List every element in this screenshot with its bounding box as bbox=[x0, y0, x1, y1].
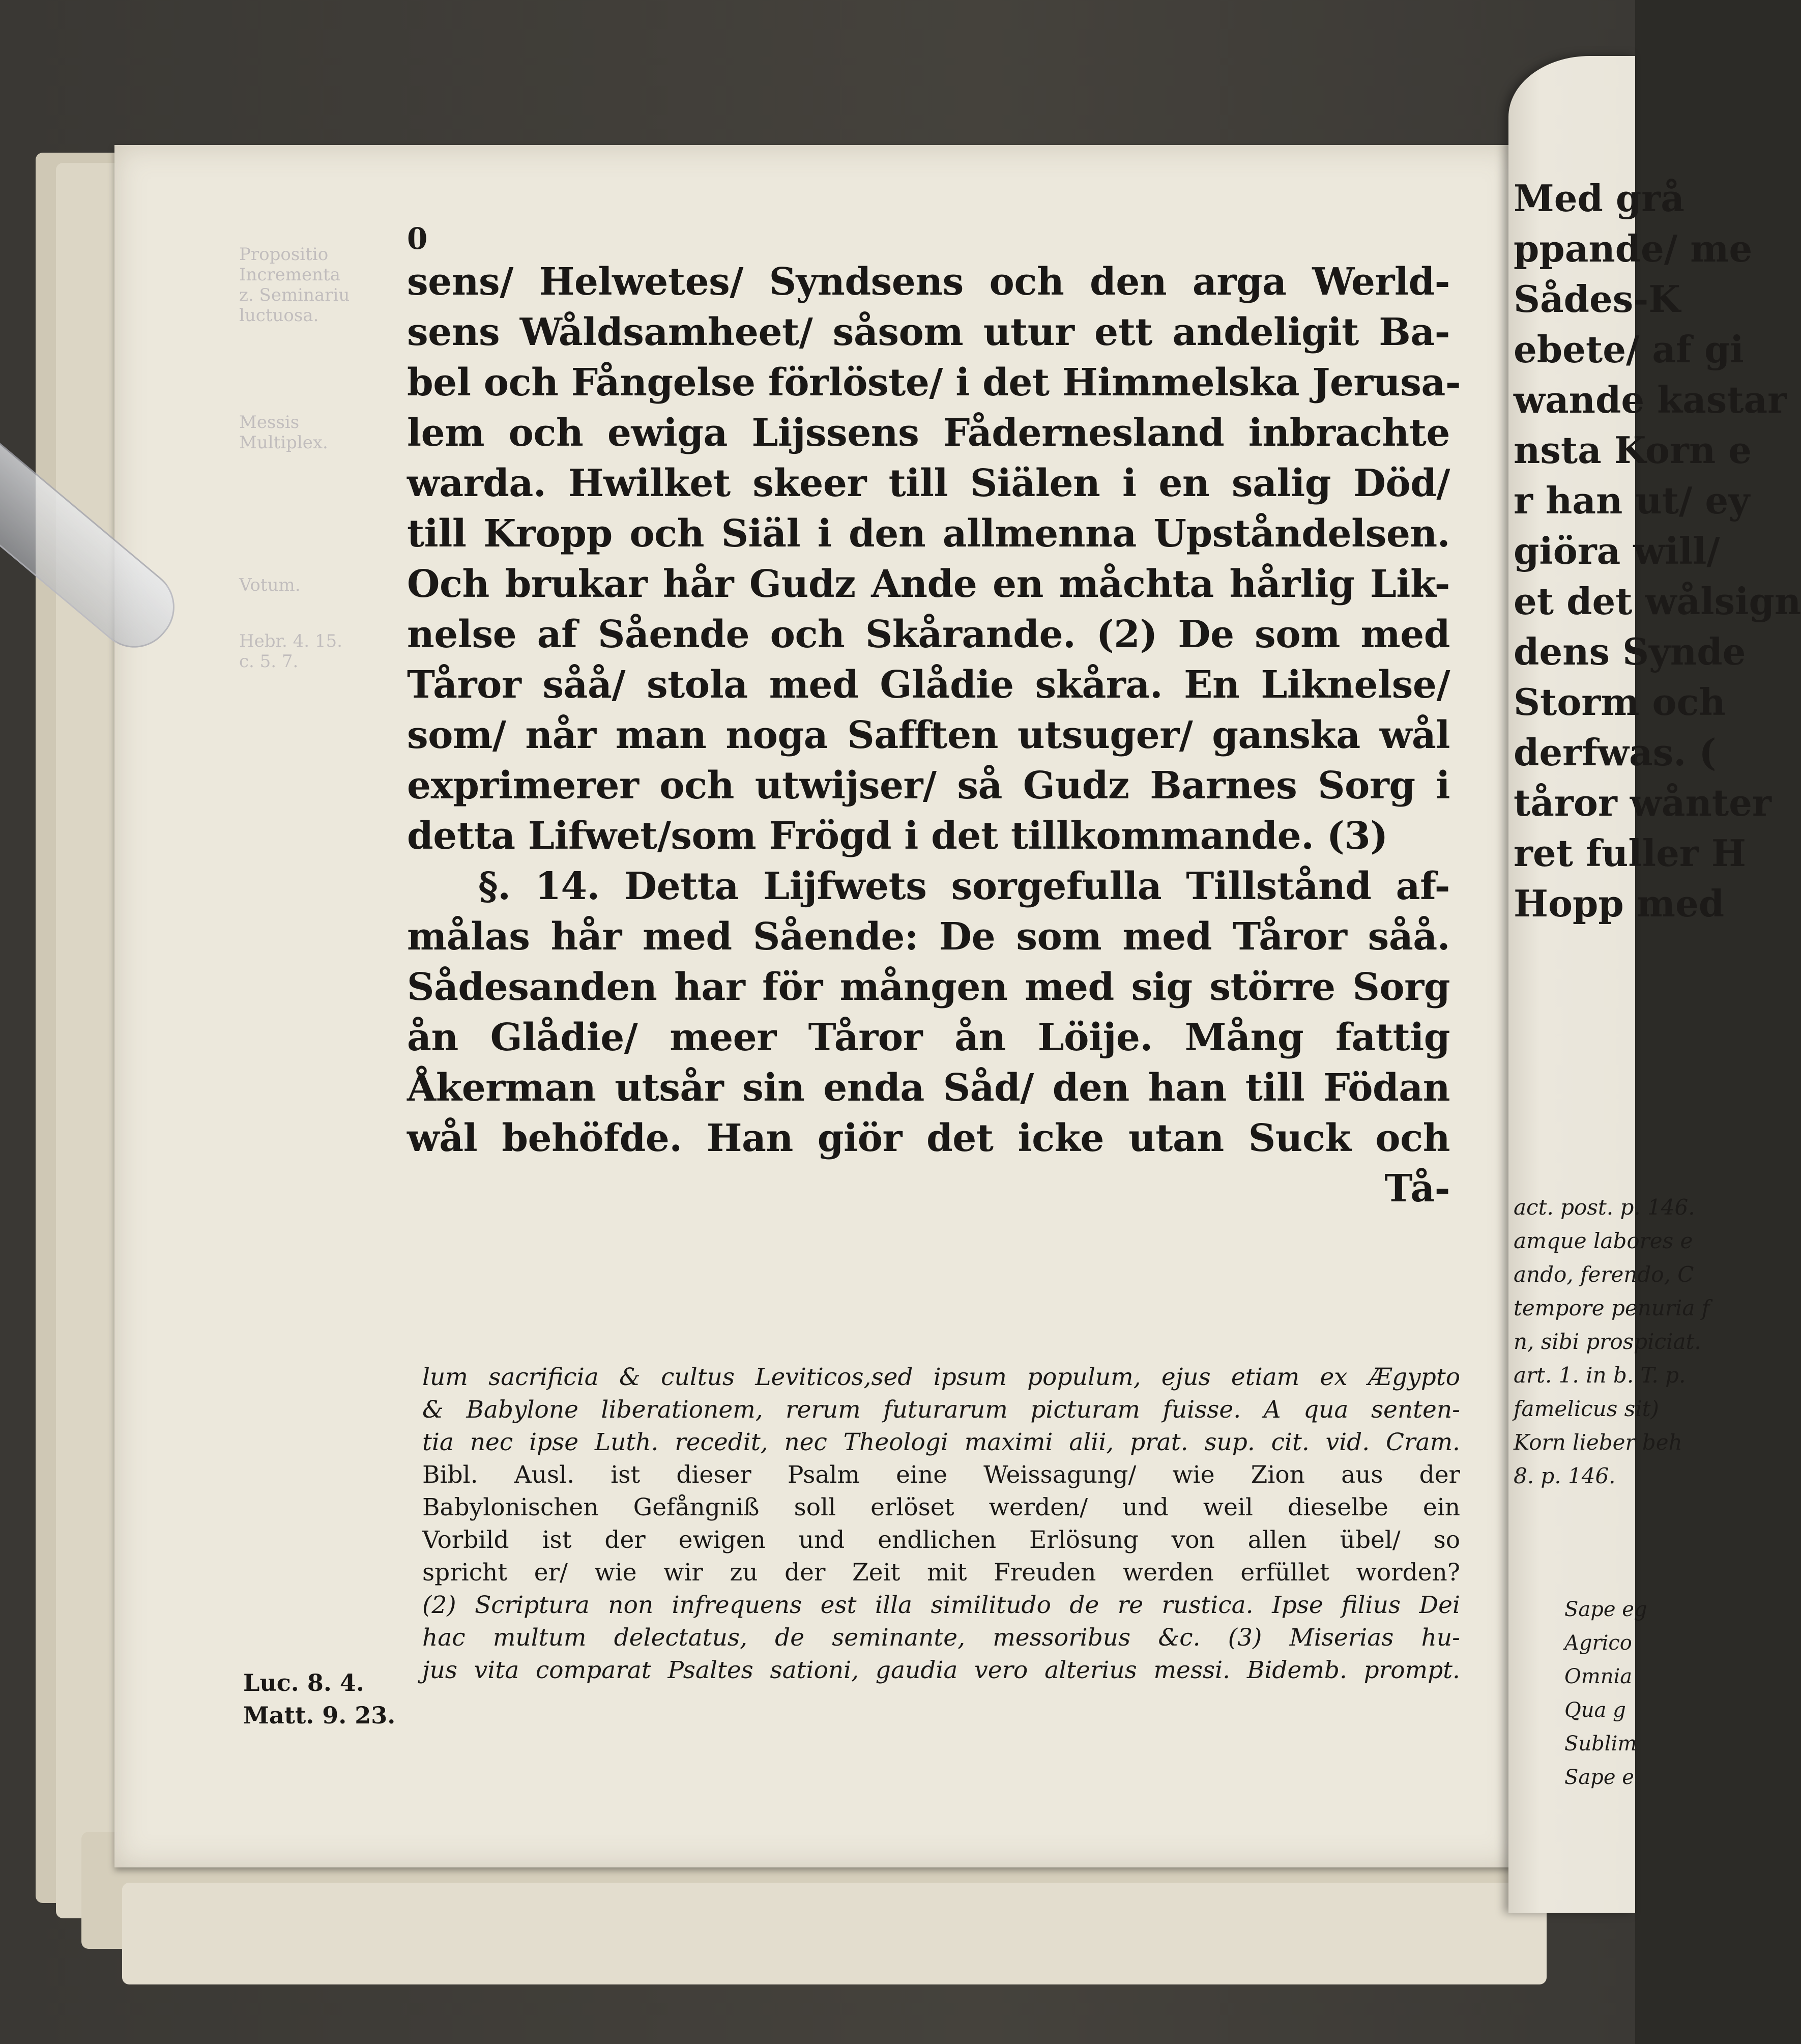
margin-ref: Luc. 8. 4. bbox=[243, 1669, 364, 1696]
facing-verse-line: Sublim bbox=[1564, 1732, 1637, 1755]
facing-line: nsta Korn e bbox=[1514, 428, 1752, 472]
ghost-line: c. 5. 7. bbox=[239, 651, 299, 672]
facing-note: n, sibi prospiciat. bbox=[1514, 1329, 1701, 1354]
facing-line: dens Synde bbox=[1514, 630, 1746, 673]
facing-line: ppande/ me bbox=[1514, 227, 1753, 270]
margin-references bbox=[243, 1666, 395, 1732]
main-text-block bbox=[407, 257, 1461, 1214]
text-line: exprimerer och utwijser/ så Gudz Barnes Sorg i bbox=[407, 764, 1450, 808]
facing-line: Storm och bbox=[1514, 680, 1726, 724]
facing-line: ret fuller H bbox=[1514, 831, 1746, 875]
footnote-line: lum sacrificia & cultus Leviticos,sed ipsum populum, ejus etiam ex Ægypto bbox=[422, 1363, 1460, 1391]
facing-note: Korn lieber beh bbox=[1514, 1430, 1682, 1455]
text-line: målas hår med Sående: De som med Tåror såå. bbox=[407, 915, 1450, 959]
bleed-through-margin bbox=[239, 631, 407, 672]
facing-note: ando, ferendo, C bbox=[1514, 1262, 1694, 1287]
facing-verse-line: Sape eg bbox=[1564, 1598, 1647, 1621]
text-line: sens Wåldsamheet/ såsom utur ett andeligit Ba- bbox=[407, 310, 1450, 354]
ghost-line: Messis bbox=[239, 412, 300, 433]
facing-page-notes bbox=[1514, 1191, 1709, 1493]
text-line: wål behöfde. Han giör det icke utan Suck och bbox=[407, 1116, 1450, 1160]
text-line: till Kropp och Siäl i den allmenna Upståndelsen. bbox=[407, 512, 1450, 556]
facing-note: famelicus sit) bbox=[1514, 1396, 1659, 1421]
bleed-through-margin bbox=[239, 575, 407, 595]
ghost-line: Incrementa bbox=[239, 265, 340, 285]
text-line: som/ når man noga Safften utsuger/ ganska wål bbox=[407, 713, 1450, 757]
footnote-line: (2) Scriptura non infrequens est illa similitudo de re rustica. Ipse filius Dei bbox=[422, 1591, 1460, 1619]
footnote-line: Babylonischen Gefångniß soll erlöset werden/ und weil dieselbe ein bbox=[422, 1493, 1460, 1521]
footnote-line: hac multum delectatus, de seminante, messoribus &c. (3) Miserias hu- bbox=[422, 1624, 1460, 1652]
facing-verse-line: Sape e bbox=[1564, 1766, 1634, 1789]
facing-line: Hopp med bbox=[1514, 882, 1725, 925]
footnote-line: Vorbild ist der ewigen und endlichen Erlösung von allen übel/ so bbox=[422, 1526, 1460, 1554]
ghost-line: Multiplex. bbox=[239, 433, 328, 453]
text-line: lem och ewiga Lijssens Fådernesland inbrachte bbox=[407, 411, 1450, 455]
bleed-through-margin bbox=[239, 412, 407, 453]
facing-page bbox=[1508, 56, 1801, 1913]
facing-line: tåror wånter bbox=[1514, 781, 1771, 824]
footnotes-block bbox=[422, 1361, 1460, 1687]
facing-verse-line: Qua g bbox=[1564, 1698, 1626, 1722]
footnote-line: tia nec ipse Luth. recedit, nec Theologi maximi alii, prat. sup. cit. vid. Cram. bbox=[422, 1428, 1460, 1456]
footnote-line: jus vita comparat Psaltes sationi, gaudia vero alterius messi. Bidemb. prompt. bbox=[422, 1656, 1460, 1684]
text-line: warda. Hwilket skeer till Siälen i en salig Död/ bbox=[407, 462, 1450, 505]
text-line: detta Lifwet/som Frögd i det tillkommande. (3) bbox=[407, 814, 1388, 858]
text-line: nelse af Sående och Skårande. (2) De som med bbox=[407, 613, 1450, 656]
text-line: bel och Fångelse förlöste/ i det Himmelska Jerusa- bbox=[407, 361, 1461, 405]
text-line: ån Glådie/ meer Tåror ån Löije. Mång fattig bbox=[407, 1016, 1450, 1059]
footnote-line: Bibl. Ausl. ist dieser Psalm eine Weissagung/ wie Zion aus der bbox=[422, 1461, 1460, 1489]
page-number: 0 bbox=[407, 221, 428, 256]
text-line: Och brukar hår Gudz Ande en måchta hårlig Lik- bbox=[407, 562, 1450, 606]
ghost-line: luctuosa. bbox=[239, 305, 319, 326]
facing-line: r han ut/ ey bbox=[1514, 479, 1750, 522]
facing-line: derfwas. ( bbox=[1514, 731, 1717, 774]
facing-line: Med grå bbox=[1514, 177, 1684, 220]
margin-ref: Matt. 9. 23. bbox=[243, 1702, 396, 1729]
facing-note: act. post. p. 146. bbox=[1514, 1195, 1695, 1220]
catchword: Tå- bbox=[1384, 1167, 1450, 1211]
facing-note: tempore penuria f bbox=[1514, 1296, 1710, 1320]
facing-line: et det wålsign bbox=[1514, 580, 1801, 623]
ghost-line: Propositio bbox=[239, 244, 329, 265]
facing-verse-line: Omnia bbox=[1564, 1665, 1633, 1688]
facing-page-text bbox=[1514, 173, 1801, 929]
facing-note: amque labores e bbox=[1514, 1228, 1693, 1253]
facing-line: Sådes-K bbox=[1514, 277, 1680, 321]
text-line: Sådesanden har för mången med sig större Sorg bbox=[407, 965, 1450, 1009]
facing-line: wande kastar bbox=[1514, 378, 1787, 421]
page-stack-edge bbox=[122, 1883, 1547, 1984]
section-heading-line: §. 14. Detta Lijfwets sorgefulla Tillstånd af- bbox=[478, 865, 1450, 908]
ghost-line: z. Seminariu bbox=[239, 285, 350, 305]
ghost-line: Votum. bbox=[239, 575, 301, 595]
footnote-line: & Babylone liberationem, rerum futurarum picturam fuisse. A qua senten- bbox=[422, 1396, 1460, 1424]
text-line: Tåror såå/ stola med Glådie skåra. En Liknelse/ bbox=[407, 663, 1450, 707]
facing-note: art. 1. in b. T. p. bbox=[1514, 1363, 1686, 1388]
ghost-line: Hebr. 4. 15. bbox=[239, 631, 342, 651]
facing-page-verse bbox=[1564, 1593, 1647, 1794]
bleed-through-margin bbox=[239, 244, 407, 326]
facing-verse-line: Agrico bbox=[1564, 1631, 1632, 1655]
facing-note: 8. p. 146. bbox=[1514, 1463, 1616, 1488]
text-line: Åkerman utsår sin enda Såd/ den han till Födan bbox=[407, 1066, 1450, 1110]
facing-line: giöra will/ bbox=[1514, 529, 1720, 572]
facing-line: ebete/ af gi bbox=[1514, 328, 1744, 371]
text-line: sens/ Helwetes/ Syndsens och den arga Werld- bbox=[407, 260, 1450, 304]
footnote-line: spricht er/ wie wir zu der Zeit mit Freuden werden erfüllet worden? bbox=[422, 1559, 1460, 1587]
